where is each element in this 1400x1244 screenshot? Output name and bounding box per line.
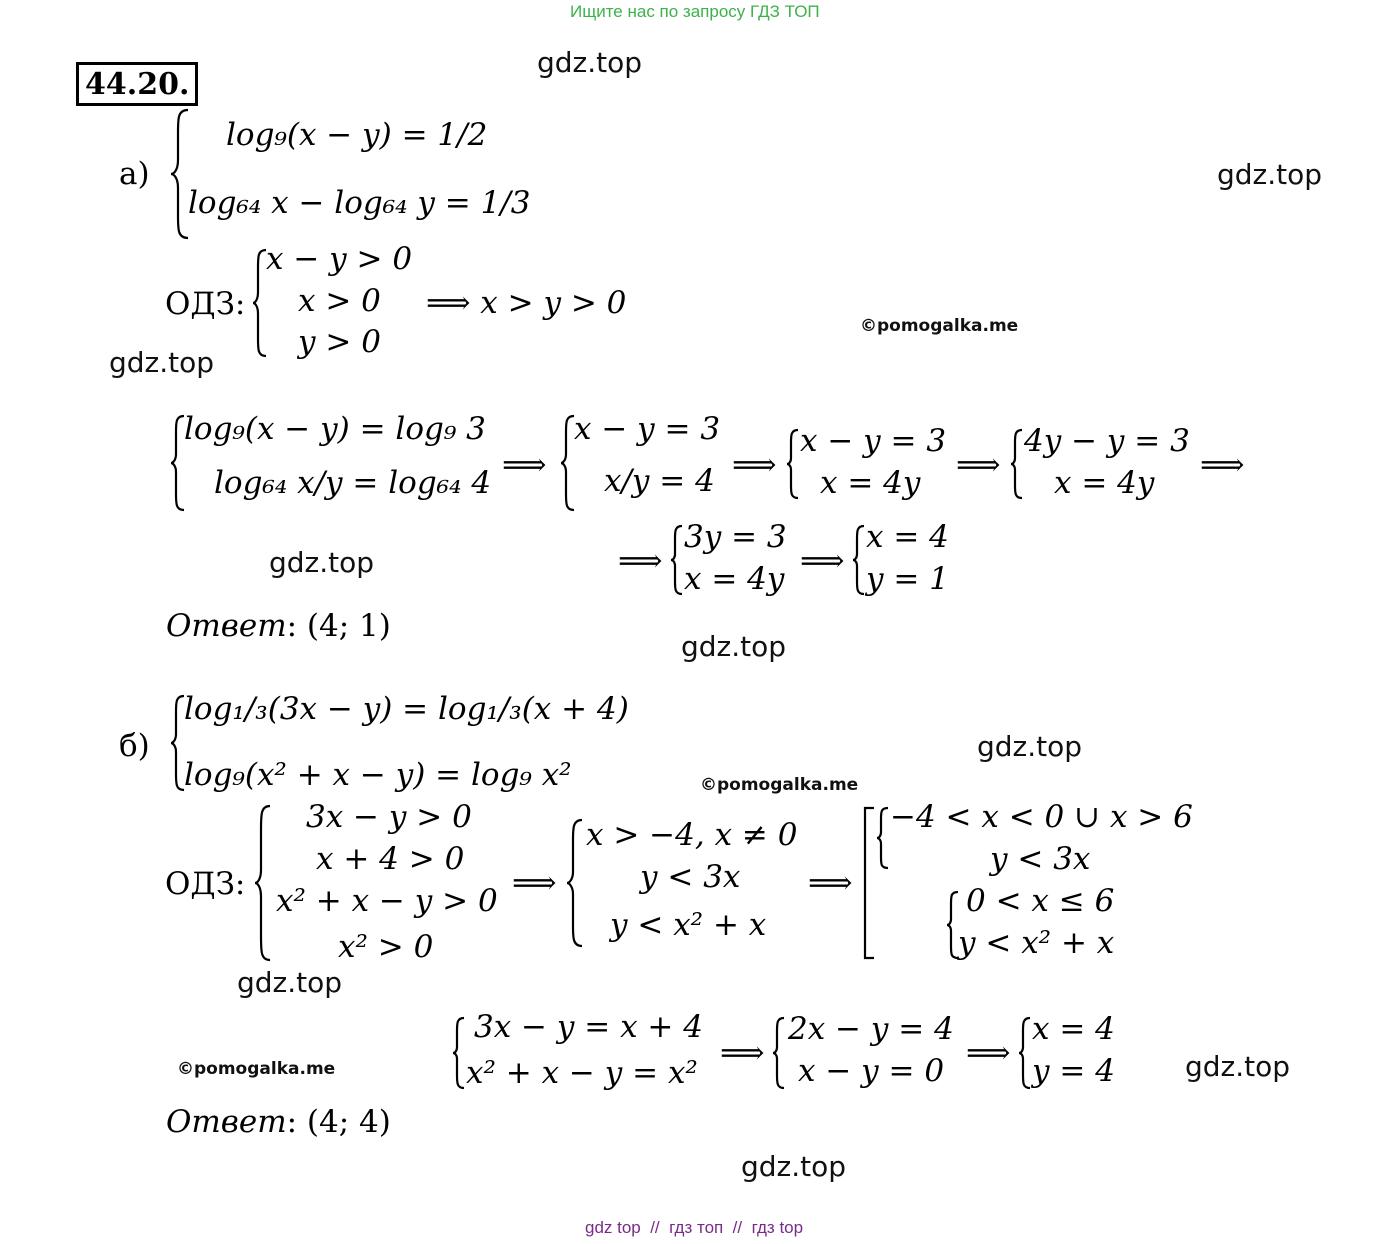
part-b-step1-eq2: x² + x − y = x²	[466, 1055, 698, 1091]
arrow: ⟹	[808, 865, 853, 901]
part-b-label: б)	[119, 728, 150, 764]
part-a-step5-eq1: 3y = 3	[684, 519, 787, 555]
part-a-odz-label: ОДЗ:	[165, 286, 246, 322]
watermark-gdz: gdz.top	[1185, 1050, 1291, 1083]
part-a-step4-eq1: 4y − y = 3	[1024, 423, 1190, 459]
part-b-answer	[166, 1104, 391, 1140]
answer-word: Ответ	[166, 1104, 287, 1140]
watermark-pomogalka: ©pomogalka.me	[860, 316, 1019, 336]
part-b-eq2: log₉(x² + x − y) = log₉ x²	[184, 757, 572, 793]
part-a-eq2: log₆₄ x − log₆₄ y = 1/3	[188, 185, 531, 221]
brace-part-b-step3	[1018, 1016, 1032, 1090]
part-a-step5-eq2: x = 4y	[684, 561, 785, 597]
part-a-step4-eq2: x = 4y	[1054, 465, 1155, 501]
footer-text: gdz top // гдз топ // гдз top	[585, 1218, 804, 1237]
brace-part-a-step5	[670, 524, 684, 596]
part-b-odz3b-2: y < x² + x	[958, 925, 1115, 961]
arrow: ⟹	[800, 543, 845, 579]
watermark-gdz: gdz.top	[681, 630, 787, 663]
part-a-step1-eq1: log₉(x − y) = log₉ 3	[184, 411, 486, 447]
top-banner	[570, 2, 820, 22]
banner-text: Ищите нас по запросу ГДЗ ТОП	[570, 2, 820, 21]
part-b-odz3a-1: −4 < x < 0 ∪ x > 6	[890, 799, 1193, 835]
problem-number: 44.20.	[76, 62, 198, 106]
part-b-odz2-2: y < 3x	[640, 859, 741, 895]
part-b-step1-eq1: 3x − y = x + 4	[474, 1009, 703, 1045]
part-b-odz-4: x² > 0	[338, 929, 434, 965]
part-a-step2-eq1: x − y = 3	[574, 411, 721, 447]
watermark-pomogalka: ©pomogalka.me	[177, 1059, 336, 1079]
part-b-odz3a-2: y < 3x	[990, 841, 1091, 877]
answer-value: : (4; 4)	[286, 1104, 391, 1140]
watermark-gdz: gdz.top	[237, 966, 343, 999]
brace-part-b-step2	[772, 1016, 786, 1090]
part-a-step6-eq2: y = 1	[866, 561, 949, 597]
brace-part-a-step4	[1010, 428, 1024, 500]
brace-part-b-odz2	[566, 818, 584, 948]
arrow: ⟹	[502, 447, 547, 483]
part-b-odz-3: x² + x − y > 0	[276, 883, 498, 919]
brace-part-a-system	[170, 108, 190, 240]
part-a-step2-eq2: x/y = 4	[604, 463, 715, 499]
brace-part-b-odz3a	[876, 806, 890, 870]
part-b-odz-2: x + 4 > 0	[316, 841, 465, 877]
part-a-eq1: log₉(x − y) = 1/2	[226, 117, 488, 153]
answer-word: Ответ	[166, 608, 287, 644]
part-b-step2-eq1: 2x − y = 4	[788, 1011, 954, 1047]
part-b-odz3b-1: 0 < x ≤ 6	[966, 883, 1115, 919]
part-a-odz-2: x > 0	[298, 283, 381, 319]
watermark-gdz: gdz.top	[977, 730, 1083, 763]
brace-part-a-step3	[786, 428, 800, 500]
arrow: ⟹	[618, 543, 663, 579]
part-b-eq1: log₁/₃(3x − y) = log₁/₃(x + 4)	[184, 691, 629, 727]
part-b-odz2-1: x > −4, x ≠ 0	[586, 817, 798, 853]
part-a-answer	[166, 608, 391, 644]
brace-part-a-step6	[852, 524, 866, 596]
part-a-odz-3: y > 0	[298, 324, 381, 360]
arrow: ⟹	[966, 1035, 1011, 1071]
arrow: ⟹	[732, 447, 777, 483]
part-b-odz-1: 3x − y > 0	[306, 799, 472, 835]
watermark-gdz: gdz.top	[109, 346, 215, 379]
part-a-step6-eq1: x = 4	[866, 519, 949, 555]
arrow: ⟹	[1200, 447, 1245, 483]
bracket-part-b-union	[862, 806, 876, 960]
watermark-gdz: gdz.top	[269, 546, 375, 579]
part-a-odz-result: ⟹ x > y > 0	[426, 285, 627, 321]
part-b-odz2-3: y < x² + x	[610, 907, 767, 943]
part-a-label: а)	[119, 156, 150, 192]
brace-part-b-odz	[254, 804, 272, 962]
arrow: ⟹	[720, 1035, 765, 1071]
part-b-odz-label: ОДЗ:	[165, 866, 246, 902]
part-b-step3-eq2: y = 4	[1032, 1053, 1115, 1089]
watermark-gdz: gdz.top	[741, 1150, 847, 1183]
footer	[585, 1218, 803, 1238]
watermark-gdz: gdz.top	[1217, 158, 1323, 191]
part-a-step3-eq2: x = 4y	[820, 465, 921, 501]
arrow: ⟹	[956, 447, 1001, 483]
watermark-gdz: gdz.top	[537, 46, 643, 79]
brace-part-b-step1	[452, 1016, 466, 1090]
part-a-step1-eq2: log₆₄ x/y = log₆₄ 4	[214, 465, 492, 501]
arrow: ⟹	[512, 865, 557, 901]
watermark-pomogalka: ©pomogalka.me	[700, 775, 859, 795]
part-a-odz-1: x − y > 0	[266, 241, 413, 277]
part-a-step3-eq1: x − y = 3	[800, 423, 947, 459]
answer-value: : (4; 1)	[286, 608, 391, 644]
part-b-step2-eq2: x − y = 0	[798, 1053, 945, 1089]
part-b-step3-eq1: x = 4	[1032, 1011, 1115, 1047]
